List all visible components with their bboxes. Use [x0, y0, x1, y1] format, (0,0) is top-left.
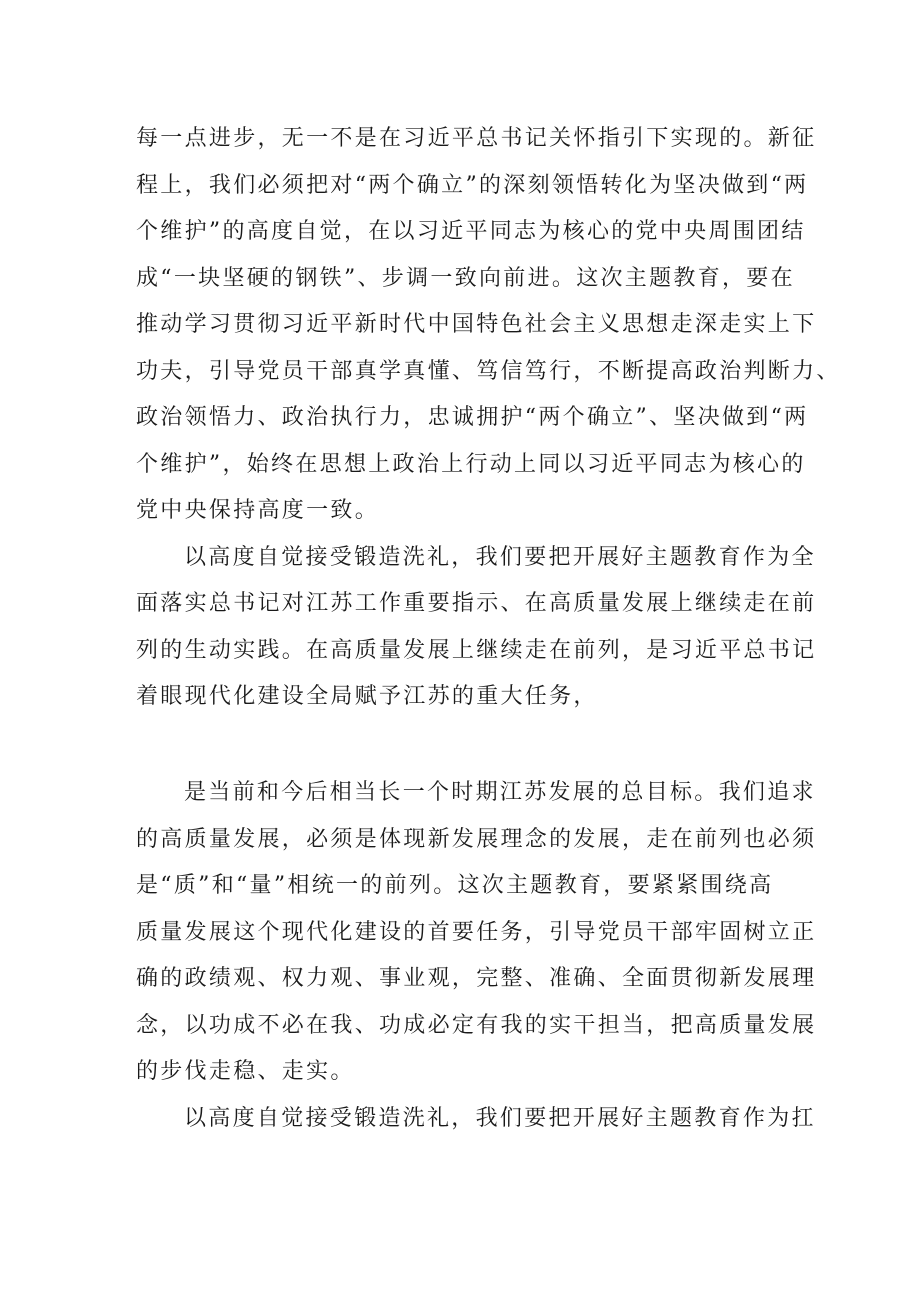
- text-line: 推动学习贯彻习近平新时代中国特色社会主义思想走深走实上下: [136, 312, 817, 337]
- text-line: 列的生动实践。在高质量发展上继续走在前列，是习近平总书记: [136, 638, 817, 663]
- text-line: 是“质”和“量”相统一的前列。这次主题教育，要紧紧围绕高: [136, 873, 774, 898]
- text-line: 以高度自觉接受锻造洗礼，我们要把开展好主题教育作为扛: [184, 1106, 816, 1131]
- text-line: 质量发展这个现代化建设的首要任务，引导党员干部牢固树立正: [136, 920, 817, 945]
- text-line: 个维护”的高度自觉，在以习近平同志为核心的党中央周围团结: [136, 219, 806, 244]
- text-line: 着眼现代化建设全局赋予江苏的重大任务，: [136, 684, 598, 709]
- text-line: 党中央保持高度一致。: [136, 498, 380, 523]
- text-line: 面落实总书记对江苏工作重要指示、在高质量发展上继续走在前: [136, 591, 817, 616]
- text-line: 念，以功成不必在我、功成必定有我的实干担当，把高质量发展: [136, 1013, 817, 1038]
- text-line: 程上，我们必须把对“两个确立”的深刻领悟转化为坚决做到“两: [136, 173, 809, 198]
- text-line: 的高质量发展，必须是体现新发展理念的发展，走在前列也必须: [136, 827, 817, 852]
- text-line: 每一点进步，无一不是在习近平总书记关怀指引下实现的。新征: [136, 126, 817, 151]
- text-line: 个维护”，始终在思想上政治上行动上同以习近平同志为核心的: [136, 452, 806, 477]
- text-line: 以高度自觉接受锻造洗礼，我们要把开展好主题教育作为全: [184, 545, 816, 570]
- text-line: 功夫，引导党员干部真学真懂、笃信笃行，不断提高政治判断力、: [136, 359, 841, 384]
- text-line: 成“一块坚硬的钢铁”、步调一致向前进。这次主题教育，要在: [136, 266, 795, 291]
- text-line: 确的政绩观、权力观、事业观，完整、准确、全面贯彻新发展理: [136, 966, 817, 991]
- text-line: 政治领悟力、政治执行力，忠诚拥护“两个确立”、坚决做到“两: [136, 405, 809, 430]
- text-line: 的步伐走稳、走实。: [136, 1059, 355, 1084]
- text-line: 是当前和今后相当长一个时期江苏发展的总目标。我们追求: [184, 780, 816, 805]
